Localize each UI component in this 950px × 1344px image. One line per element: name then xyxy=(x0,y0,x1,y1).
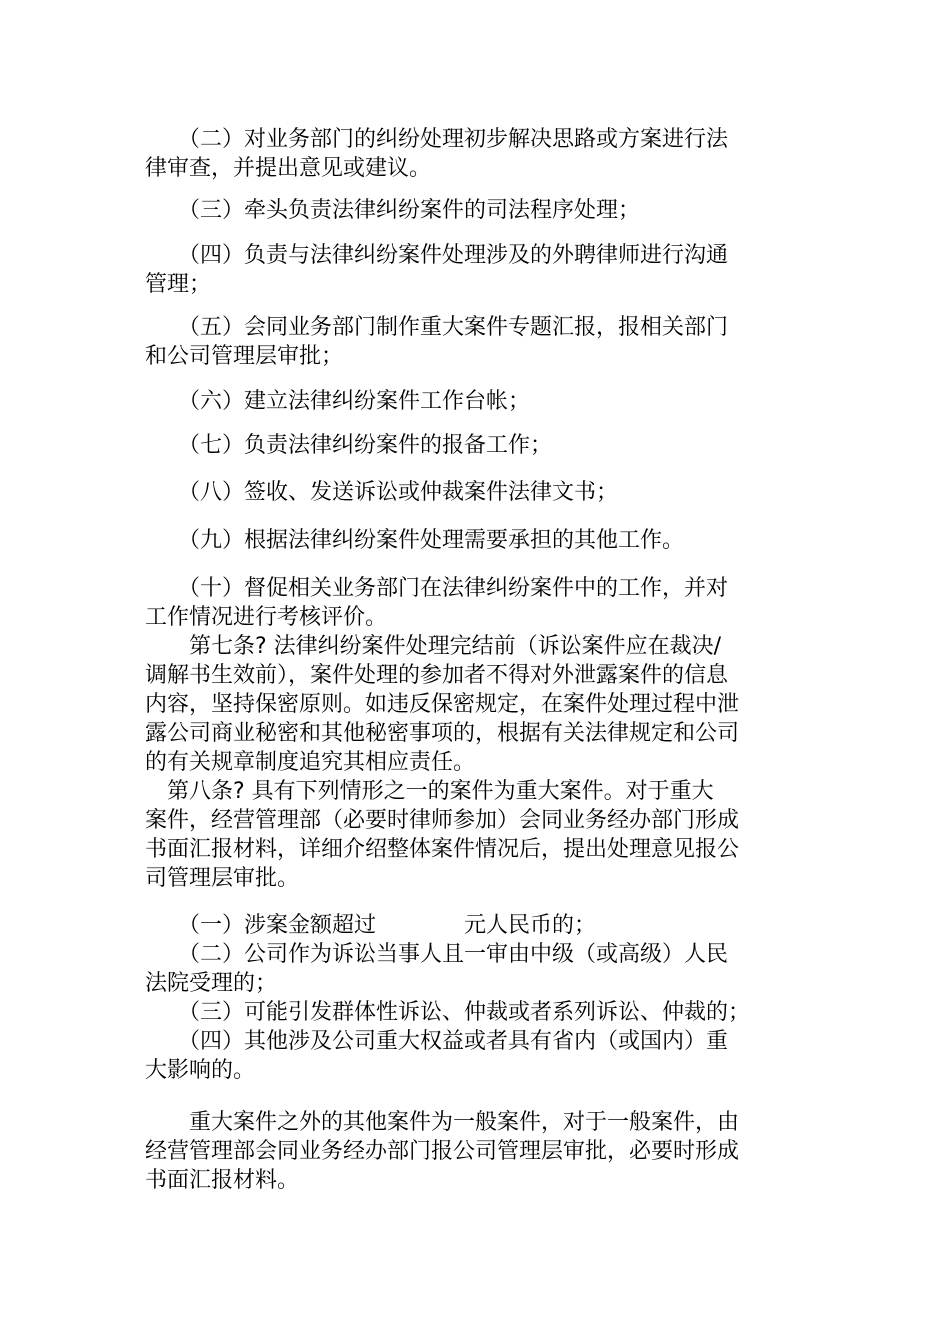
text-line: （七）负责法律纠纷案件的报备工作； xyxy=(145,433,553,458)
text-line: 书面汇报材料，详细介绍整体案件情况后，提出处理意见报公 xyxy=(145,837,740,862)
text-line: 经营管理部会同业务经办部门报公司管理层审批，必要时形成 xyxy=(145,1139,740,1164)
text-line: （六）建立法律纠纷案件工作台帐； xyxy=(145,389,531,414)
general-case-paragraph xyxy=(145,1108,810,1195)
text-line: （五）会同业务部门制作重大案件专题汇报，报相关部门 xyxy=(145,315,729,340)
text-line: 大影响的。 xyxy=(145,1058,256,1083)
paragraph-item-4 xyxy=(145,241,810,299)
paragraph-item-3 xyxy=(145,196,810,225)
text-line: 管理； xyxy=(145,272,212,297)
text-line: 第七条? 法律纠纷案件处理完结前（诉讼案件应在裁决/ xyxy=(145,634,722,659)
paragraph-item-5 xyxy=(145,313,810,371)
text-line: （十）督促相关业务部门在法律纠纷案件中的工作，并对 xyxy=(145,576,729,601)
paragraph-item-9 xyxy=(145,526,810,555)
text-line: （二）公司作为诉讼当事人且一审由中级（或高级）人民 xyxy=(145,942,729,967)
text-line: 的有关规章制度追究其相应责任。 xyxy=(145,750,476,775)
text-line: （四）其他涉及公司重大权益或者具有省内（或国内）重 xyxy=(145,1029,729,1054)
text-line: （八）签收、发送诉讼或仲裁案件法律文书； xyxy=(145,480,619,505)
text-line: 律审查，并提出意见或建议。 xyxy=(145,156,432,181)
paragraph-item-2 xyxy=(145,125,810,183)
text-line: （四）负责与法律纠纷案件处理涉及的外聘律师进行沟通 xyxy=(145,243,729,268)
text-line: 书面汇报材料。 xyxy=(145,1168,300,1193)
text-line: 内容，坚持保密原则。如违反保密规定，在案件处理过程中泄 xyxy=(145,692,740,717)
paragraph-item-8 xyxy=(145,478,810,507)
text-line: 第八条? 具有下列情形之一的案件为重大案件。对于重大 xyxy=(145,779,714,804)
text-line: 调解书生效前），案件处理的参加者不得对外泄露案件的信息 xyxy=(145,663,729,688)
articles-7-8-block xyxy=(145,574,810,893)
text-line: 司管理层审批。 xyxy=(145,866,300,891)
text-line: 工作情况进行考核评价。 xyxy=(145,605,388,630)
text-line: 案件，经营管理部（必要时律师参加）会同业务经办部门形成 xyxy=(145,808,740,833)
text-line: 法院受理的； xyxy=(145,971,278,996)
text-line: （九）根据法律纠纷案件处理需要承担的其他工作。 xyxy=(145,528,685,553)
paragraph-item-6 xyxy=(145,387,810,416)
text-line: 和公司管理层审批； xyxy=(145,344,344,369)
text-line: 重大案件之外的其他案件为一般案件，对于一般案件，由 xyxy=(145,1110,740,1135)
text-line: （二）对业务部门的纠纷处理初步解决思路或方案进行法 xyxy=(145,127,729,152)
major-case-criteria xyxy=(145,911,810,1085)
text-line: （一）涉案金额超过 元人民币的； xyxy=(145,913,597,938)
text-line: （三）可能引发群体性诉讼、仲裁或者系列诉讼、仲裁的； xyxy=(145,1000,751,1025)
text-line: （三）牵头负责法律纠纷案件的司法程序处理； xyxy=(145,198,641,223)
text-line: 露公司商业秘密和其他秘密事项的，根据有关法律规定和公司 xyxy=(145,721,740,746)
paragraph-item-7 xyxy=(145,431,810,460)
